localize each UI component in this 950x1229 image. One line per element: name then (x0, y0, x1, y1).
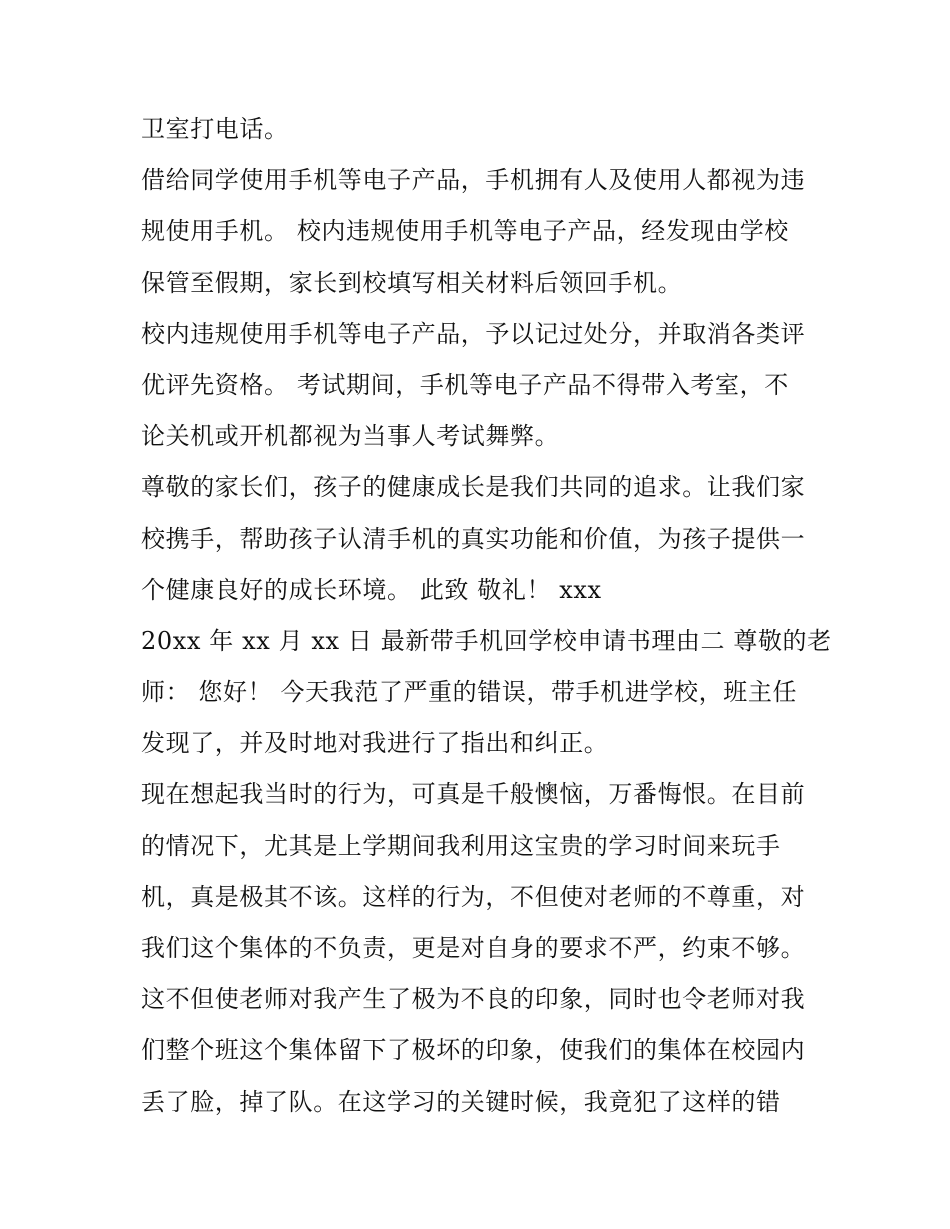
text-line-8: 尊敬的家长们，孩子的健康成长是我们共同的追求。让我们家 (141, 473, 806, 502)
text-line-9: 校携手，帮助孩子认清手机的真实功能和价值，为孩子提供一 (141, 524, 806, 553)
text-line-19: 们整个班这个集体留下了极坏的印象，使我们的集体在校园内 (141, 1036, 806, 1065)
text-line-11: 20xx 年 xx 月 xx 日 最新带手机回学校申请书理由二 尊敬的老 (141, 626, 832, 655)
text-line-2: 借给同学使用手机等电子产品，手机拥有人及使用人都视为违 (141, 166, 806, 195)
text-line-7: 论关机或开机都视为当事人考试舞弊。 (141, 422, 560, 451)
text-line-5: 校内违规使用手机等电子产品，予以记过处分，并取消各类评 (141, 319, 806, 348)
document-body (141, 104, 832, 1128)
text-line-16: 机，真是极其不该。这样的行为，不但使对老师的不尊重，对 (141, 882, 806, 911)
text-line-10: 个健康良好的成长环境。 此致 敬礼！ xxx (141, 575, 602, 604)
text-line-13: 发现了，并及时地对我进行了指出和纠正。 (141, 729, 609, 758)
text-line-20: 丢了脸，掉了队。在这学习的关键时候，我竟犯了这样的错 (141, 1087, 781, 1116)
text-line-12: 师： 您好！ 今天我范了严重的错误，带手机进学校，班主任 (141, 678, 798, 707)
text-line-17: 我们这个集体的不负责，更是对自身的要求不严，约束不够。 (141, 934, 806, 962)
text-line-4: 保管至假期，家长到校填写相关材料后领回手机。 (141, 268, 683, 297)
text-line-6: 优评先资格。 考试期间，手机等电子产品不得带入考室，不 (141, 370, 789, 399)
text-line-3: 规使用手机。 校内违规使用手机等电子产品，经发现由学校 (141, 217, 789, 246)
text-line-18: 这不但使老师对我产生了极为不良的印象，同时也令老师对我 (141, 985, 806, 1014)
text-line-15: 的情况下，尤其是上学期间我利用这宝贵的学习时间来玩手 (141, 831, 781, 860)
text-line-14: 现在想起我当时的行为，可真是千般懊恼，万番悔恨。在目前 (141, 780, 806, 809)
text-line-1: 卫室打电话。 (141, 115, 289, 143)
